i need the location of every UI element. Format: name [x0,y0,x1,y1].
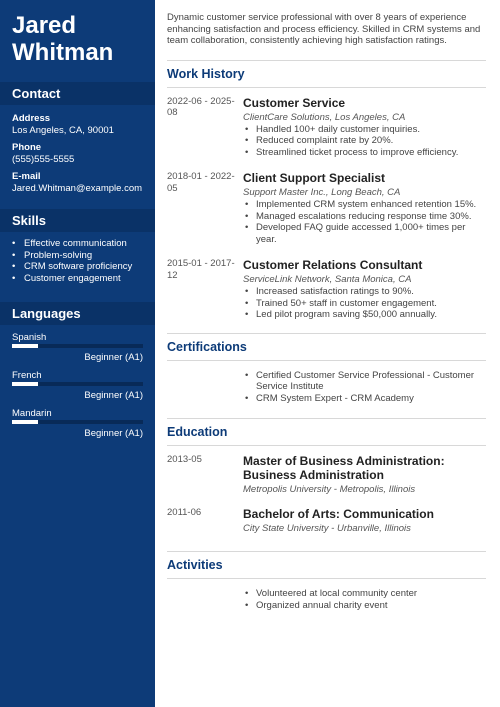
email-value: Jared.Whitman@example.com [12,183,143,194]
education-degree: Master of Business Administration: Business Administration [243,454,445,482]
job-dates: 2018-01 - 2022-05 [167,171,235,194]
sidebar [0,0,155,707]
education-entry [167,507,486,535]
address-label: Address [12,113,51,124]
job-bullets [243,124,486,159]
language-item [0,408,155,424]
job-bullets [243,286,486,321]
skills-list [0,232,155,284]
skill-item: • CRM software proficiency [12,261,143,273]
activity-item: • Volunteered at local community center [243,588,486,600]
education-date: 2011-06 [167,507,202,518]
phone-label: Phone [12,142,42,153]
professional-summary: Dynamic customer service professional with over 8 years of experience enhancing satisfaction and process efficiency. Skilled in CRM systems and team collaboration, consistently achieving high satisfaction ratings. [167,12,481,46]
job-bullet: • Developed FAQ guide accessed 1,000+ times per year. [243,222,486,245]
job-dates: 2015-01 - 2017-12 [167,258,235,281]
certifications-list [167,370,486,405]
language-item [0,370,155,386]
main-content [155,0,500,707]
language-name: French [12,370,42,381]
certifications-header: Certifications [167,333,486,360]
language-proficiency-fill [12,344,38,348]
education-school: City State University - Urbanville, Illinois [243,523,411,534]
job-bullet: • Reduced complaint rate by 20%. [243,135,486,147]
contact-header: Contact [0,82,155,105]
job-bullet: • Handled 100+ daily customer inquiries. [243,124,486,136]
activities-list [167,588,486,611]
job-title: Customer Relations Consultant [243,258,423,272]
language-proficiency-fill [12,382,38,386]
language-proficiency-fill [12,420,38,424]
name-last: Whitman [12,39,114,66]
job-company: ServiceLink Network, Santa Monica, CA [243,274,412,285]
language-proficiency-bar [12,382,143,386]
job-bullet: • Increased satisfaction ratings to 90%. [243,286,486,298]
job-dates: 2022-06 - 2025-08 [167,95,235,118]
job-entry [167,258,486,321]
phone-value: (555)555-5555 [12,154,75,165]
job-title: Client Support Specialist [243,171,386,185]
language-item [0,332,155,348]
job-title: Customer Service [243,95,346,110]
job-entry [167,171,486,245]
education-date: 2013-05 [167,454,202,465]
language-name: Mandarin [12,408,52,419]
skill-item: • Effective communication [12,238,143,250]
job-company: Support Master Inc., Long Beach, CA [243,187,401,198]
name-first: Jared [12,12,77,39]
job-bullets [243,199,486,245]
education-degree: Bachelor of Arts: Communication [243,507,434,521]
education-header: Education [167,418,486,445]
languages-list [0,332,155,440]
language-proficiency-bar [12,344,143,348]
skills-header: Skills [0,209,155,232]
job-bullet: • Managed escalations reducing response time 30%. [243,211,486,223]
language-level: Beginner (A1) [84,352,143,363]
email-label: E-mail [12,171,41,182]
education-entry [167,454,486,496]
contact-block [0,105,155,195]
activities-header: Activities [167,551,486,578]
skill-item: • Customer engagement [12,273,143,285]
language-level: Beginner (A1) [84,428,143,439]
language-level: Beginner (A1) [84,390,143,401]
education-school: Metropolis University - Metropolis, Illinois [243,484,416,495]
language-name: Spanish [12,332,47,343]
languages-header: Languages [0,302,155,325]
certification-item: • CRM System Expert - CRM Academy [243,393,486,405]
skill-item: • Problem-solving [12,250,143,262]
job-bullet: • Streamlined ticket process to improve efficiency. [243,147,486,159]
activity-item: • Organized annual charity event [243,600,486,612]
job-company: ClientCare Solutions, Los Angeles, CA [243,111,406,123]
work-history-header: Work History [167,60,486,87]
job-bullet: • Led pilot program saving $50,000 annually. [243,309,486,321]
candidate-name [0,0,155,66]
job-entry [167,96,486,159]
job-bullet: • Implemented CRM system enhanced retention 15%. [243,199,486,211]
certification-item: • Certified Customer Service Professional - Customer Service Institute [243,370,486,393]
language-proficiency-bar [12,420,143,424]
job-bullet: • Trained 50+ staff in customer engagement. [243,298,486,310]
address-value: Los Angeles, CA, 90001 [12,125,114,136]
